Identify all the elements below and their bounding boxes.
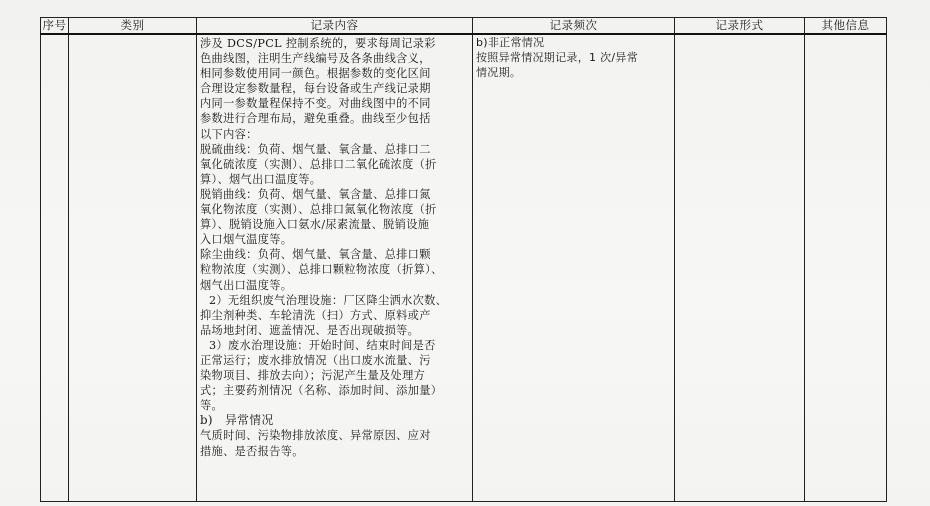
text-line: 入口烟气温度等。	[200, 233, 293, 247]
text-line: 等。	[200, 399, 224, 413]
header-no: 序号	[42, 18, 67, 32]
text-line: 内同一参数量程保持不变。对曲线图中的不同	[200, 97, 431, 111]
text-line: 参数进行合理布局，避免重叠。曲线至少包括	[200, 112, 431, 126]
text-line: 染物项目、排放去向）；污泥产生量及处理方	[200, 369, 426, 383]
text-line: 氧化物浓度（实测）、总排口氮氧化物浓度（折	[200, 203, 437, 217]
text-line: 算）、烟气出口温度等。	[200, 172, 322, 186]
text-line: 脱销曲线：负荷、烟气量、氧含量、总排口氮	[200, 187, 431, 201]
text-line: 3）废水治理设施：开始时间、结束时间是否	[209, 338, 436, 352]
header-form: 记录形式	[675, 18, 805, 35]
text-line: 正常运行；废水排放情况（出口废水流量、污	[200, 353, 431, 367]
text-line: 烟气出口温度等。	[200, 278, 293, 292]
text-line: b)非正常情况	[476, 36, 545, 49]
cell-other	[805, 34, 887, 502]
text-line: 情况期。	[476, 66, 522, 80]
text-line: 氧化硫浓度（实测）、总排口二氧化硫浓度（折	[200, 157, 437, 171]
text-line: 涉及 DCS/PCL 控制系统的，要求每周记录彩	[200, 37, 436, 50]
text-line: 按照异常情况期记录，1 次/异常	[476, 51, 638, 65]
text-line: 色曲线图，注明生产线编号及各条曲线含义，	[200, 52, 431, 66]
header-other: 其他信息	[805, 18, 887, 35]
text-line: 式；主要药剂情况（名称、添加时间、添加量）	[200, 384, 443, 398]
text-line: 脱硫曲线：负荷、烟气量、氧含量、总排口二	[200, 142, 431, 156]
text-line: 除尘曲线：负荷、烟气量、氧含量、总排口颗	[200, 248, 431, 262]
text-line: 合理设定参数量程，每台设备或生产线记录期	[200, 82, 431, 96]
cell-no	[41, 34, 69, 502]
text-line: 措施、是否报告等。	[200, 444, 304, 458]
text-line: 2）无组织废气治理设施：厂区降尘洒水次数、	[209, 293, 448, 307]
text-line: 算）、脱销设施入口氨水/尿素流量、脱销设施	[200, 218, 430, 232]
cell-content	[197, 34, 473, 502]
text-line: 抑尘剂种类、车轮清洗（扫）方式、原料或产	[200, 308, 431, 322]
text-line: 粒物浓度（实测）、总排口颗粒物浓度（折算）、	[200, 263, 443, 277]
record-table	[40, 17, 887, 502]
cell-form	[675, 34, 805, 502]
frequency-text	[473, 35, 674, 81]
text-line: 气质时间、污染物排放浓度、异常原因、应对	[200, 429, 431, 443]
header-frequency: 记录频次	[473, 18, 675, 35]
text-line: 品场地封闭、遮盖情况、是否出现破损等。	[200, 323, 420, 337]
table-header-row	[41, 18, 887, 35]
text-line: b) 异常情况	[200, 413, 274, 428]
cell-frequency	[473, 34, 675, 502]
cell-category	[69, 34, 197, 502]
content-text	[197, 35, 472, 459]
table-row	[41, 34, 887, 502]
header-content: 记录内容	[197, 18, 473, 35]
text-line: 以下内容：	[200, 127, 258, 141]
text-line: 相同参数使用同一颜色。根据参数的变化区间	[200, 67, 431, 81]
header-category: 类别	[69, 18, 197, 35]
